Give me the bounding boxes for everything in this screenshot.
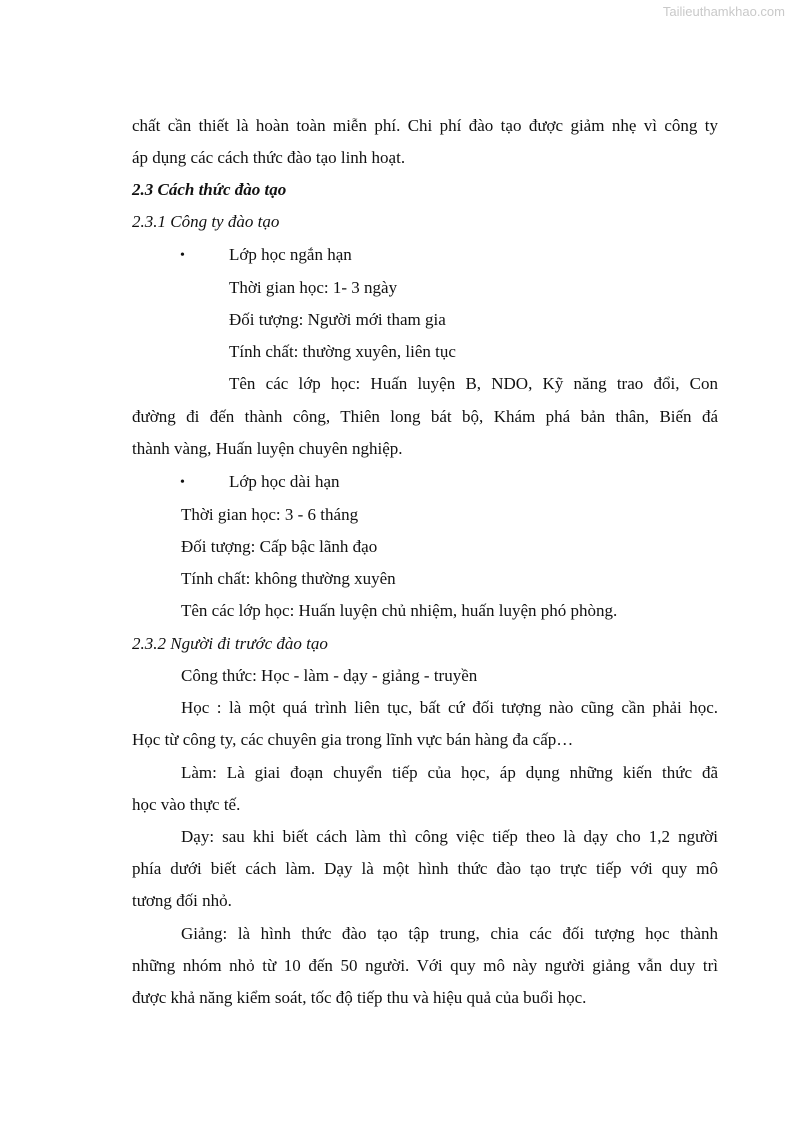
paragraph-line: Làm: Là giai đoạn chuyển tiếp của học, áp dụng những kiến thức đã <box>181 763 718 782</box>
paragraph-line: Tính chất: thường xuyên, liên tục <box>229 342 456 361</box>
paragraph-line: Học từ công ty, các chuyên gia trong lĩnh vực bán hàng đa cấp… <box>132 730 574 749</box>
paragraph-line: những nhóm nhỏ từ 10 đến 50 người. Với quy mô này người giảng vẫn duy trì <box>132 956 718 975</box>
paragraph-line: áp dụng các cách thức đào tạo linh hoạt. <box>132 148 406 167</box>
bullet-icon: • <box>180 248 185 263</box>
paragraph-line: Đối tượng: Cấp bậc lãnh đạo <box>181 537 378 556</box>
subsection-heading: 2.3.1 Công ty đào tạo <box>132 212 280 231</box>
bullet-icon: • <box>180 475 185 490</box>
paragraph-line: thành vàng, Huấn luyện chuyên nghiệp. <box>132 439 403 458</box>
list-item: Lớp học dài hạn <box>229 472 340 491</box>
paragraph-line: Học : là một quá trình liên tục, bất cứ đối tượng nào cũng cần phải học. <box>181 698 718 717</box>
watermark: Tailieuthamkhao.com <box>662 4 785 19</box>
paragraph-line: Công thức: Học - làm - dạy - giảng - truyền <box>181 666 478 685</box>
paragraph-line: Tính chất: không thường xuyên <box>181 569 396 588</box>
paragraph-line: học vào thực tế. <box>132 795 241 814</box>
paragraph-line: được khả năng kiểm soát, tốc độ tiếp thu và hiệu quả của buổi học. <box>132 988 587 1007</box>
paragraph-line: Tên các lớp học: Huấn luyện B, NDO, Kỹ năng trao đổi, Con <box>229 374 718 393</box>
paragraph-line: phía dưới biết cách làm. Dạy là một hình thức đào tạo trực tiếp với quy mô <box>132 859 718 878</box>
subsection-heading: 2.3.2 Người đi trước đào tạo <box>132 634 328 653</box>
paragraph-line: Tên các lớp học: Huấn luyện chủ nhiệm, huấn luyện phó phòng. <box>181 601 618 620</box>
section-heading: 2.3 Cách thức đào tạo <box>132 180 287 199</box>
paragraph-line: đường đi đến thành công, Thiên long bát bộ, Khám phá bản thân, Biến đá <box>132 407 718 426</box>
paragraph-line: Thời gian học: 3 - 6 tháng <box>181 505 359 524</box>
paragraph-line: Đối tượng: Người mới tham gia <box>229 310 446 329</box>
paragraph-line: Dạy: sau khi biết cách làm thì công việc tiếp theo là dạy cho 1,2 người <box>181 827 718 846</box>
list-item: Lớp học ngắn hạn <box>229 245 352 264</box>
paragraph-line: Thời gian học: 1- 3 ngày <box>229 278 398 297</box>
paragraph-line: chất cần thiết là hoàn toàn miễn phí. Chi phí đào tạo được giảm nhẹ vì công ty <box>132 116 718 135</box>
paragraph-line: Giảng: là hình thức đào tạo tập trung, chia các đối tượng học thành <box>181 924 718 943</box>
paragraph-line: tương đối nhỏ. <box>132 891 232 910</box>
